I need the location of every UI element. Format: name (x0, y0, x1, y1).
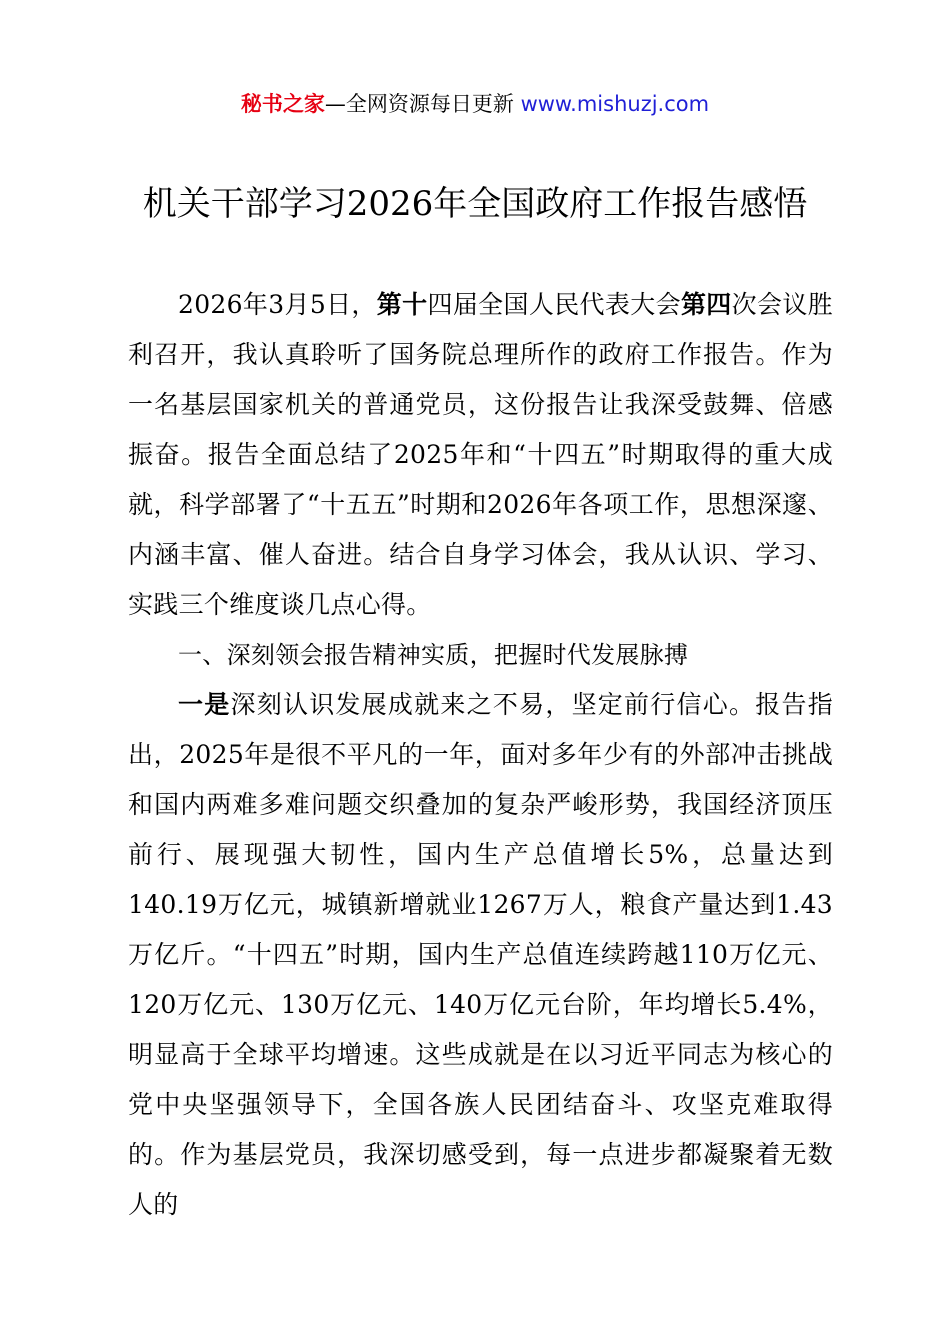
intro-bold-1: 第十 (376, 290, 428, 319)
point-one-paragraph (128, 680, 833, 1230)
site-url-link[interactable]: www.mishuzj.com (520, 92, 710, 116)
brand-name: 秘书之家 (240, 92, 325, 116)
section-heading-1: 一、深刻领会报告精神实质，把握时代发展脉搏 (178, 641, 689, 669)
intro-date: 2026年3月5日， (178, 290, 377, 319)
header-tagline: —全网资源每日更新 (324, 92, 521, 116)
point-one-text: 深刻认识发展成就来之不易，坚定前行信心。报告指出，2025年是很不平凡的一年，面对多年少有的外部冲击挑战和国内两难多难问题交织叠加的复杂严峻形势，我国经济顶压前行、展现强大韧性，国内生产总值增长5%，总量达到140.19万亿元，城镇新增就业1267万人，粮食产量达到1.43万亿斤。“十四五”时期，国内生产总值连续跨越110万亿元、120万亿元、130万亿元、140万亿元台阶，年均增长5.4%，明显高于全球平均增速。这些成就是在以习近平同志为核心的党中央坚强领导下，全国各族人民团结奋斗、攻坚克难取得的。作为基层党员，我深切感受到，每一点进步都凝聚着无数人的 (128, 690, 833, 1219)
site-header (0, 88, 950, 120)
document-title: 机关干部学习2026年全国政府工作报告感悟 (142, 184, 808, 224)
intro-text-2: 次会议胜利召开，我认真聆听了国务院总理所作的政府工作报告。作为一名基层国家机关的普通党员，这份报告让我深受鼓舞、倍感振奋。报告全面总结了2025年和“十四五”时期取得的重大成就，科学部署了“十五五”时期和2026年各项工作，思想深邃、内涵丰富、催人奋进。结合自身学习体会，我从认识、学习、实践三个维度谈几点心得。 (128, 290, 833, 619)
intro-paragraph (128, 280, 833, 630)
document-body (128, 280, 833, 1230)
point-one-lead: 一是 (178, 690, 231, 719)
intro-text-1: 四届全国人民代表大会 (427, 290, 681, 319)
intro-bold-2: 第四 (680, 290, 732, 319)
